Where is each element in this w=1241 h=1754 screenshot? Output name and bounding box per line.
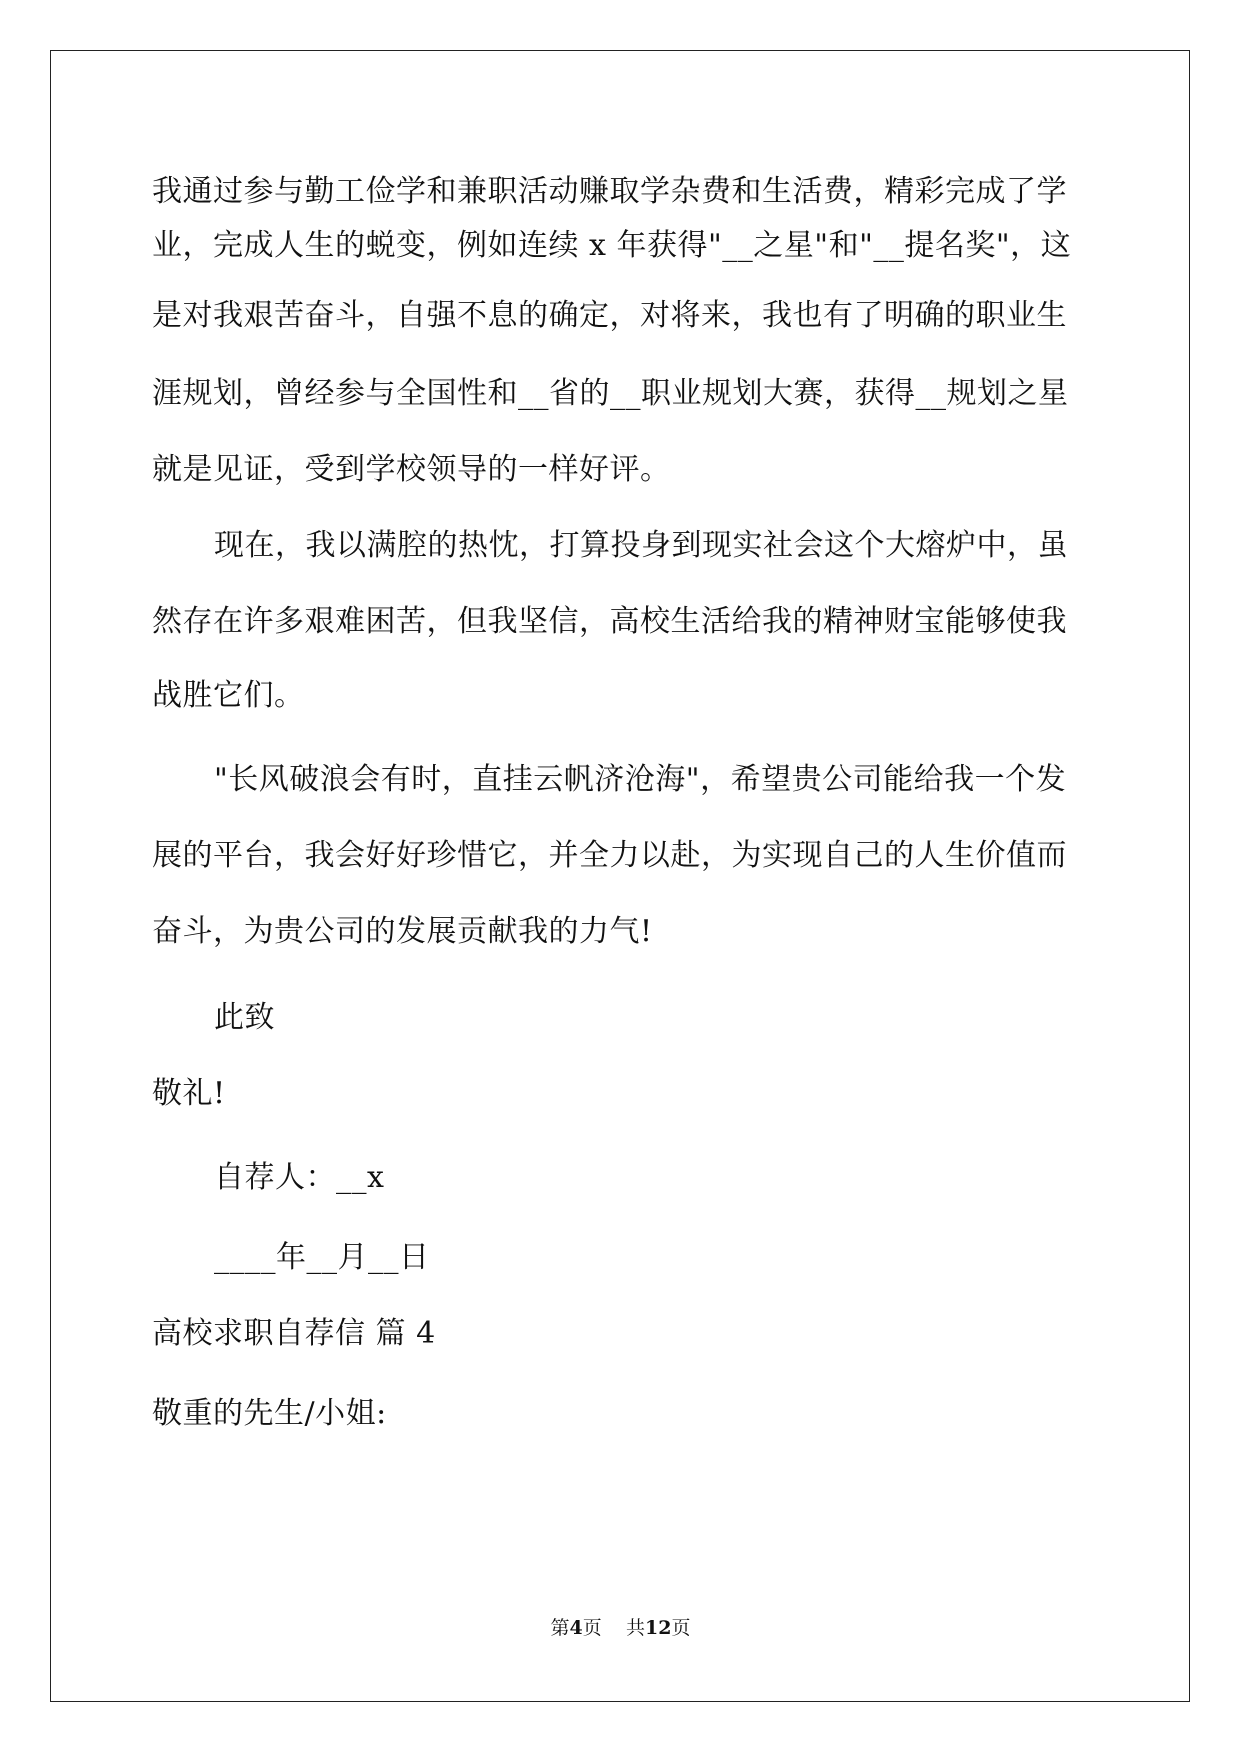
signature-line: 自荐人：__x — [214, 1160, 385, 1195]
text-line: 然存在许多艰难困苦，但我坚信，高校生活给我的精神财宝能够使我 — [152, 604, 1067, 639]
footer-total-suffix: 页 — [671, 1617, 691, 1639]
closing-regards: 敬礼! — [152, 1076, 226, 1111]
footer-total-pages: 12 — [644, 1617, 672, 1639]
text-line: 展的平台，我会好好珍惜它，并全力以赴，为实现自己的人生价值而 — [152, 838, 1067, 873]
footer-total-prefix: 共 — [625, 1617, 645, 1639]
text-line: 战胜它们。 — [152, 678, 305, 713]
text-line: 就是见证，受到学校领导的一样好评。 — [152, 452, 671, 487]
text-line: 业，完成人生的蜕变，例如连续 x 年获得"__之星"和"__提名奖"，这 — [152, 228, 1072, 263]
footer-page-number: 4 — [569, 1617, 583, 1639]
text-line: 现在，我以满腔的热忱，打算投身到现实社会这个大熔炉中，虽 — [214, 528, 1068, 563]
text-line: 涯规划，曾经参与全国性和__省的__职业规划大赛，获得__规划之星 — [152, 376, 1069, 411]
text-line: 是对我艰苦奋斗，自强不息的确定，对将来，我也有了明确的职业生 — [152, 298, 1067, 333]
text-line: "长风破浪会有时，直挂云帆济沧海"，希望贵公司能给我一个发 — [214, 762, 1067, 797]
date-line: ____年__月__日 — [214, 1240, 430, 1275]
greeting: 敬重的先生/小姐: — [152, 1396, 387, 1431]
closing-salutation: 此致 — [214, 1000, 275, 1035]
section-heading: 高校求职自荐信 篇 4 — [152, 1316, 436, 1351]
text-line: 奋斗，为贵公司的发展贡献我的力气! — [152, 914, 653, 949]
text-line: 我通过参与勤工俭学和兼职活动赚取学杂费和生活费，精彩完成了学 — [152, 174, 1067, 209]
footer-page-prefix: 第 — [550, 1617, 570, 1639]
page-footer — [0, 1616, 1241, 1640]
footer-page-suffix: 页 — [582, 1617, 602, 1639]
